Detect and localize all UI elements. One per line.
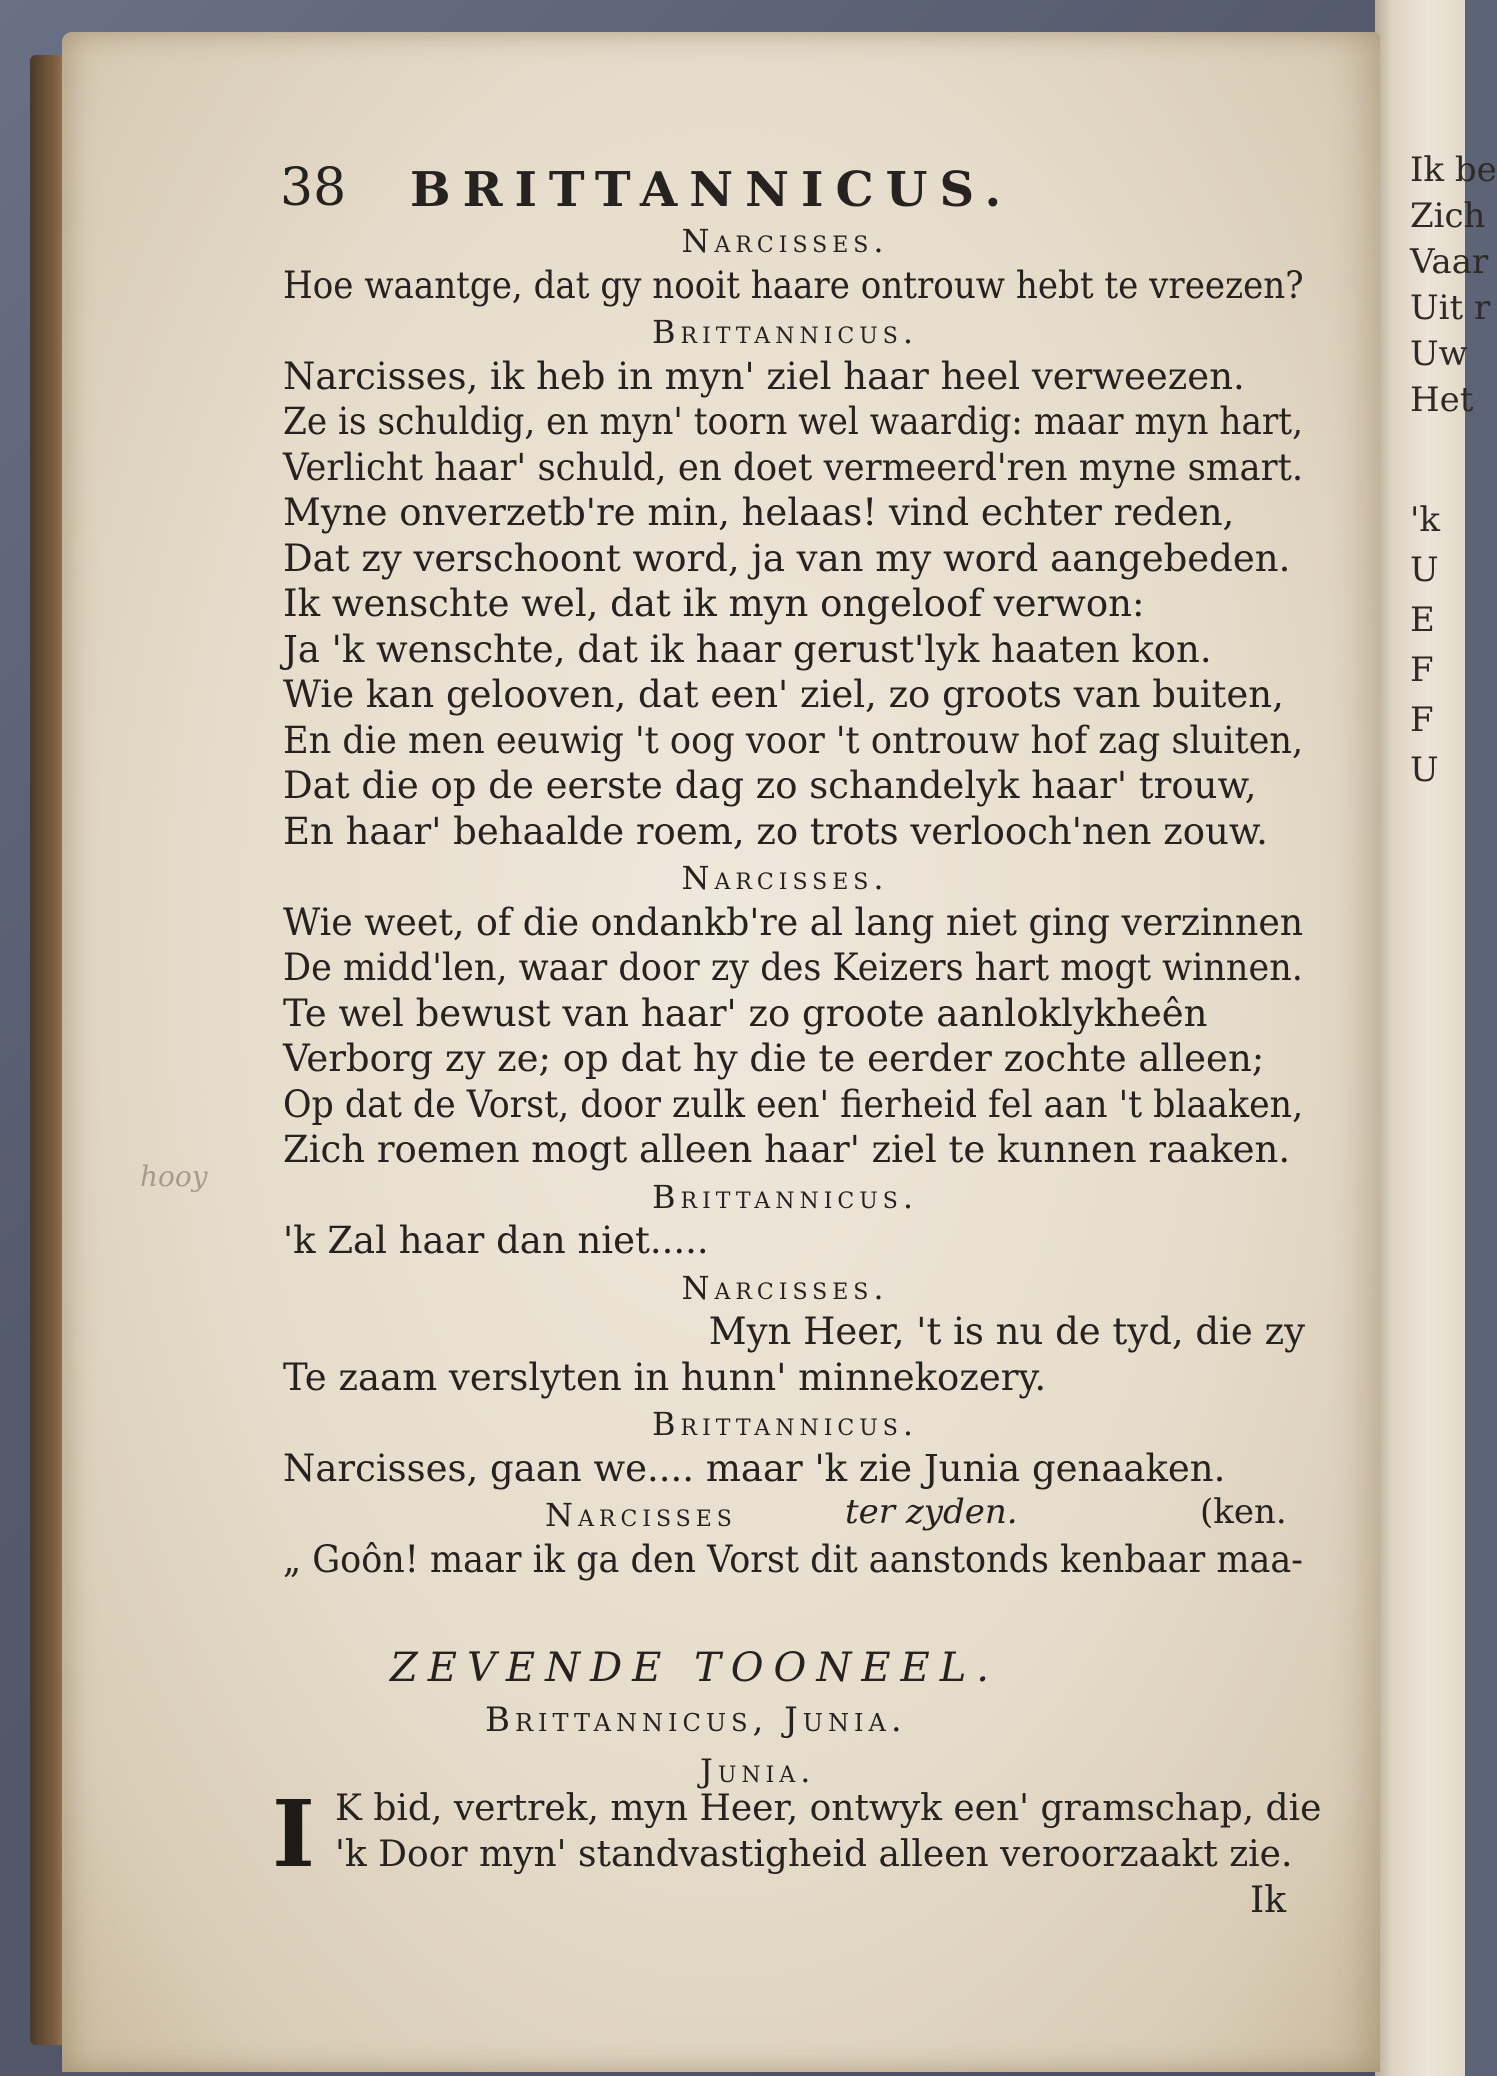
verse-line: Hoe waantge, dat gy nooit haare ontrouw hebt te vreezen?	[283, 263, 1304, 307]
facing-page-line: Zich	[1410, 196, 1486, 236]
verse-line: Op dat de Vorst, door zulk een' fierheid fel aan 't blaaken,	[283, 1082, 1304, 1126]
speaker-name: Narcisses.	[681, 222, 889, 260]
page-number: 38	[280, 158, 347, 218]
verse-line: Zich roemen mogt alleen haar' ziel te kunnen raaken.	[283, 1128, 1291, 1171]
verse-line: Verborg zy ze; op dat hy die te eerder zochte alleen;	[283, 1037, 1265, 1080]
scene-speaker: Junia.	[700, 1752, 816, 1790]
verse-line: Myn Heer, 't is nu de tyd, die zy	[708, 1310, 1305, 1353]
facing-page-line: U	[1410, 550, 1439, 590]
verse-line: Wie kan gelooven, dat een' ziel, zo groots van buiten,	[283, 673, 1284, 716]
verse-line: Te wel bewust van haar' zo groote aanloklykheên	[283, 991, 1208, 1035]
verse-line: Narcisses, ik heb in myn' ziel haar heel verweezen.	[283, 354, 1245, 398]
facing-page-line: Het	[1410, 380, 1474, 420]
scene-characters: Brittannicus, Junia.	[485, 1700, 907, 1740]
verse-line: Verlicht haar' schuld, en doet vermeerd'ren myne smart.	[283, 445, 1304, 489]
verse-line: 'k Zal haar dan niet.....	[283, 1219, 709, 1262]
speaker-name: Brittannicus.	[651, 313, 919, 351]
drop-cap: I	[272, 1780, 316, 1888]
verse-line: Ze is schuldig, en myn' toorn wel waardig: maar myn hart,	[283, 400, 1304, 443]
running-title: BRITTANNICUS.	[410, 162, 1014, 218]
scene-line-1: K bid, vertrek, myn Heer, ontwyk een' gramschap, die	[335, 1788, 1322, 1829]
verse-line: Ja 'k wenschte, dat ik haar gerust'lyk haaten kon.	[283, 627, 1212, 671]
catchword: Ik	[1250, 1880, 1287, 1921]
verse-line: Wie weet, of die ondankb're al lang niet ging verzinnen	[283, 900, 1304, 944]
verse-line: Myne onverzetb're min, helaas! vind echter reden,	[283, 491, 1235, 534]
scene-title: ZEVENDE TOONEEL.	[390, 1645, 1000, 1691]
verse-line: Dat die op de eerste dag zo schandelyk haar' trouw,	[283, 764, 1257, 807]
speaker-name: Brittannicus.	[651, 1405, 919, 1443]
facing-page-line: U	[1410, 750, 1439, 790]
facing-page-line: E	[1410, 600, 1435, 640]
facing-page-line: Uw	[1410, 334, 1468, 374]
verse-overflow: (ken.	[1200, 1492, 1287, 1532]
verse-line: Te zaam verslyten in hunn' minnekozery.	[283, 1355, 1047, 1399]
margin-pencil-note: hooy	[140, 1160, 208, 1193]
speaker-name: Narcisses	[545, 1496, 737, 1534]
speaker-name: Brittannicus.	[651, 1177, 919, 1216]
verse-line: Ik wenschte wel, dat ik myn ongeloof verwon:	[283, 582, 1145, 625]
facing-page-line: Vaar	[1410, 242, 1489, 282]
verse-line: Narcisses, gaan we.... maar 'k zie Junia genaaken.	[283, 1446, 1226, 1490]
speaker-name: Narcisses.	[681, 1268, 889, 1307]
verse-line: De midd'len, waar door zy des Keizers hart mogt winnen.	[283, 946, 1303, 989]
facing-page-line: Uit r	[1410, 288, 1491, 328]
speaker-name: Narcisses.	[681, 859, 889, 897]
verse-line: En die men eeuwig 't oog voor 't ontrouw hof zag sluiten,	[283, 718, 1304, 762]
stage-direction: ter zyden.	[845, 1492, 1018, 1532]
verse-line: Dat zy verschoont word, ja van my word aangebeden.	[283, 536, 1291, 580]
verse-line: „ Goôn! maar ik ga den Vorst dit aanstonds kenbaar maa-	[283, 1537, 1303, 1581]
scene-line-2: 'k Door myn' standvastigheid alleen veroorzaakt zie.	[335, 1834, 1293, 1875]
facing-page-line: F	[1410, 700, 1434, 740]
verse-line: En haar' behaalde roem, zo trots verlooch'nen zouw.	[283, 809, 1268, 853]
facing-page-line: Ik be	[1410, 150, 1497, 190]
facing-page-line: 'k	[1410, 500, 1440, 540]
facing-page-line: F	[1410, 650, 1434, 690]
